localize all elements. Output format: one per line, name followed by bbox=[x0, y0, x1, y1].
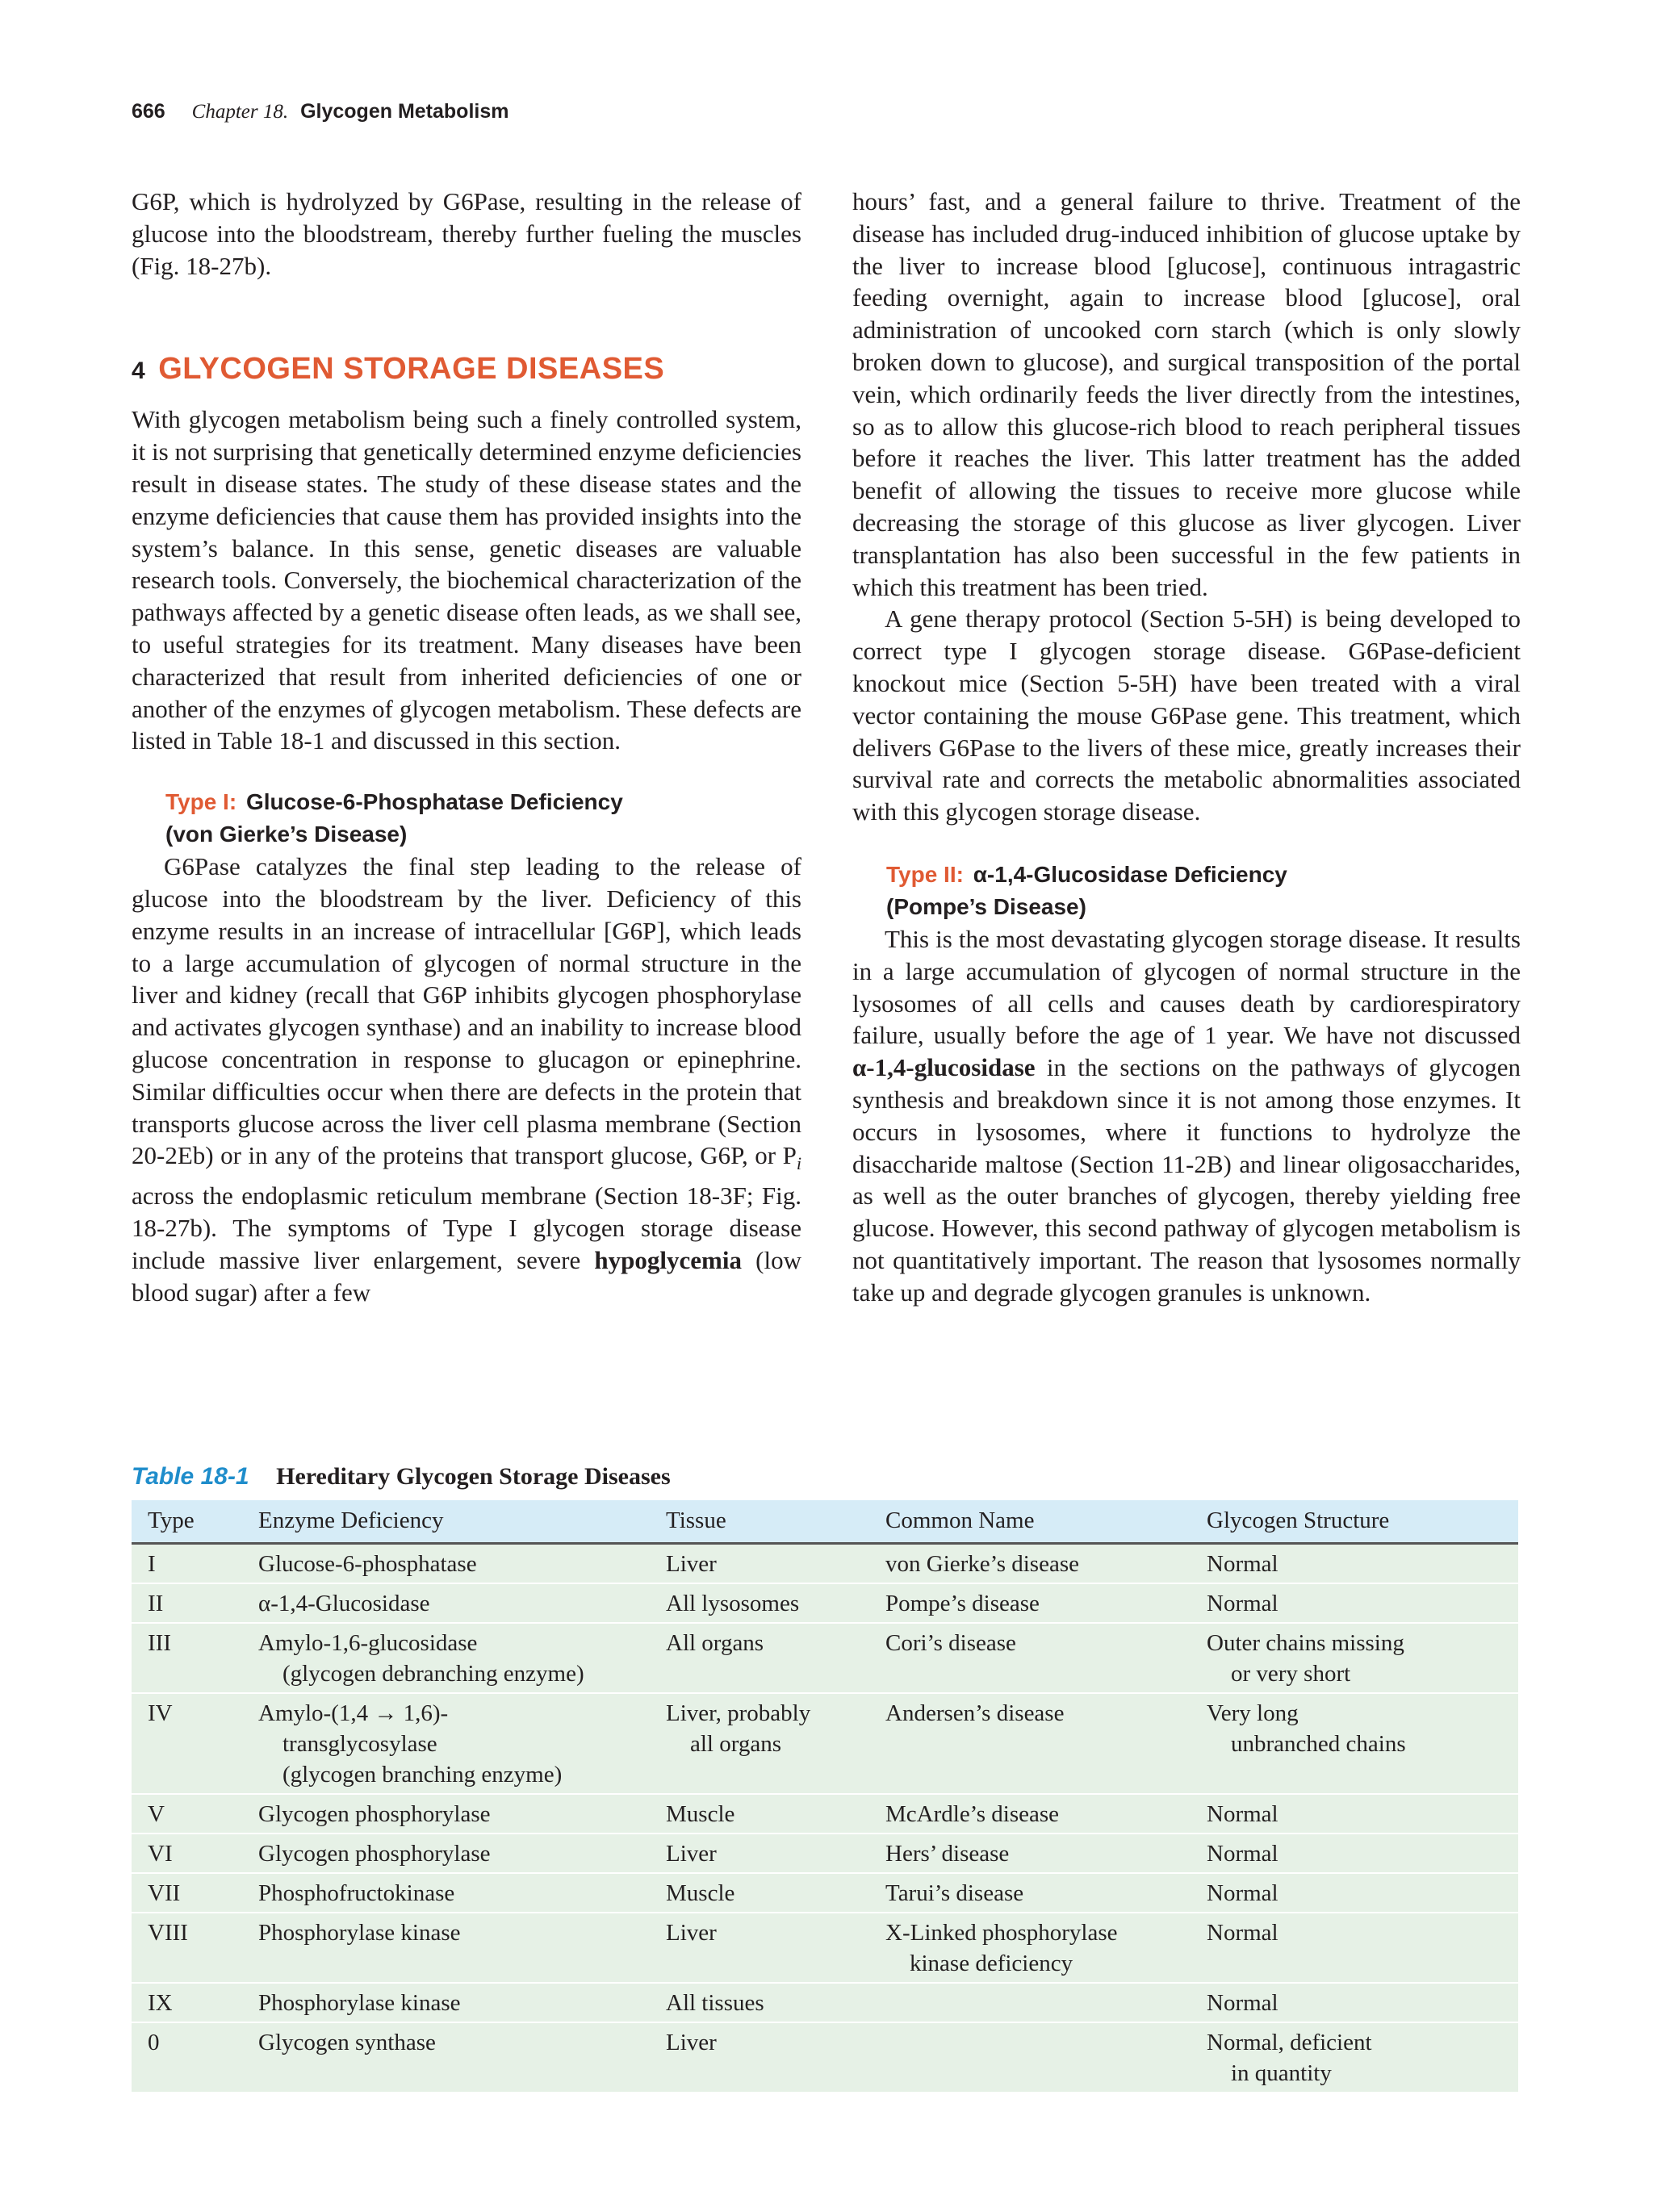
header-common-name: Common Name bbox=[869, 1500, 1191, 1544]
table-row bbox=[132, 1693, 1518, 1794]
hypoglycemia-term: hypoglycemia bbox=[594, 1245, 742, 1274]
type1-heading bbox=[132, 786, 801, 851]
cell-line: Phosphofructokinase bbox=[258, 1880, 455, 1906]
cell-line: All tissues bbox=[666, 1990, 764, 2016]
cell-name bbox=[869, 1834, 1191, 1873]
table-row bbox=[132, 1583, 1518, 1623]
cell-line: Andersen’s disease bbox=[885, 1700, 1065, 1726]
cell-line: Phosphorylase kinase bbox=[258, 1920, 461, 1946]
gene-therapy-paragraph: A gene therapy protocol (Section 5-5H) is being developed to correct type I glycogen storage disease. G6Pase-deficient knockout mice (Section 5-5H) have been treated with a viral vector containing the mouse G6Pase gene. This treatment, which delivers G6Pase to the livers of these mice, greatly increases their survival rate and corrects the metabolic abnormalities associated with this glycogen storage disease. bbox=[852, 604, 1521, 826]
cell-type bbox=[132, 1544, 242, 1584]
cell-enzyme bbox=[242, 2022, 650, 2093]
header-enzyme: Enzyme Deficiency bbox=[242, 1500, 650, 1544]
cell-line: α-1,4-Glucosidase bbox=[258, 1591, 430, 1616]
table-row bbox=[132, 1794, 1518, 1834]
cell-type bbox=[132, 1834, 242, 1873]
type1-text-b: across the endoplasmic reticulum membrane (Section 18-3F; Fig. 18-27b). The symptoms of Type I glycogen storage disease include massive liver enlargement, severe bbox=[132, 1181, 801, 1274]
cell-type bbox=[132, 2022, 242, 2093]
cell-line: Hers’ disease bbox=[885, 1841, 1010, 1867]
cell-line: Liver bbox=[666, 1841, 717, 1867]
cell-line: (glycogen branching enzyme) bbox=[282, 1762, 563, 1788]
type2-text-b: in the sections on the pathways of glycogen synthesis and breakdown since it is not among those enzymes. It occurs in lysosomes, where it functions to hydrolyze the disaccharide maltose (Section 11-2B) and linear oligosaccharides, as well as the outer branches of glycogen, thereby yielding free glucose. However, this second pathway of glycogen metabolism is not quantitatively important. The reason that lysosomes normally take up and degrade glycogen granules is unknown. bbox=[852, 1053, 1521, 1307]
cell-enzyme bbox=[242, 1693, 650, 1794]
cell-line: Amylo-(1,4 → 1,6)- bbox=[258, 1700, 449, 1726]
cell-name bbox=[869, 1693, 1191, 1794]
chapter-title: Glycogen Metabolism bbox=[300, 100, 509, 123]
cell-structure bbox=[1191, 1834, 1518, 1873]
cell-enzyme bbox=[242, 1834, 650, 1873]
running-head bbox=[132, 100, 508, 123]
cell-enzyme bbox=[242, 1983, 650, 2022]
cell-line: I bbox=[148, 1551, 156, 1577]
cell-structure bbox=[1191, 1913, 1518, 1983]
cell-name bbox=[869, 2022, 1191, 2093]
cell-line: Normal bbox=[1207, 1551, 1278, 1577]
cell-tissue bbox=[650, 1544, 869, 1584]
cell-type bbox=[132, 1583, 242, 1623]
cell-type bbox=[132, 1873, 242, 1913]
cell-line: VII bbox=[148, 1880, 181, 1906]
cell-tissue bbox=[650, 1794, 869, 1834]
cell-line: in quantity bbox=[1231, 2060, 1332, 2086]
cell-line: Normal bbox=[1207, 1591, 1278, 1616]
type1-subscript: i bbox=[796, 1153, 801, 1174]
cell-type bbox=[132, 1983, 242, 2022]
cell-type bbox=[132, 1913, 242, 1983]
cell-line: or very short bbox=[1231, 1661, 1351, 1687]
cell-type bbox=[132, 1693, 242, 1794]
table-body bbox=[132, 1544, 1518, 2093]
cell-structure bbox=[1191, 1544, 1518, 1584]
table-row bbox=[132, 1623, 1518, 1693]
cell-tissue bbox=[650, 1834, 869, 1873]
cell-line: von Gierke’s disease bbox=[885, 1551, 1079, 1577]
cell-line: Glycogen synthase bbox=[258, 2030, 436, 2055]
cell-line: Liver bbox=[666, 2030, 717, 2055]
section-paragraph: With glycogen metabolism being such a finely controlled system, it is not surprising that genetically determined enzyme deficiencies result in disease states. The study of these disease states and the enzyme deficiencies that cause them has provided insights into the system’s balance. In this sense, genetic diseases are valuable research tools. Conversely, the biochemical characterization of the pathways affected by a genetic disease often leads, as we shall see, to useful strategies for its treatment. Many diseases have been characterized that result from inherited deficiencies of one or another of the enzymes of glycogen metabolism. These defects are listed in Table 18-1 and discussed in this section. bbox=[132, 405, 801, 755]
type1-label: Type I: bbox=[165, 789, 237, 815]
cell-tissue bbox=[650, 2022, 869, 2093]
cell-line: Liver bbox=[666, 1920, 717, 1946]
cell-line: All organs bbox=[666, 1630, 764, 1656]
type1-subtitle: (von Gierke’s Disease) bbox=[165, 822, 408, 847]
type2-title: α-1,4-Glucosidase Deficiency bbox=[973, 861, 1287, 887]
cell-enzyme bbox=[242, 1583, 650, 1623]
cell-name bbox=[869, 1983, 1191, 2022]
cell-line: all organs bbox=[690, 1731, 782, 1757]
cell-name bbox=[869, 1583, 1191, 1623]
table-row bbox=[132, 1873, 1518, 1913]
cell-name bbox=[869, 1544, 1191, 1584]
type1-paragraph bbox=[132, 851, 801, 1308]
cell-line: Normal, deficient bbox=[1207, 2030, 1372, 2055]
cell-line: McArdle’s disease bbox=[885, 1801, 1060, 1827]
section-title: GLYCOGEN STORAGE DISEASES bbox=[158, 352, 665, 387]
cell-line: Phosphorylase kinase bbox=[258, 1990, 461, 2016]
cell-line: Muscle bbox=[666, 1801, 735, 1827]
cell-structure bbox=[1191, 1794, 1518, 1834]
cell-name bbox=[869, 1794, 1191, 1834]
header-type: Type bbox=[132, 1500, 242, 1544]
cell-line: II bbox=[148, 1591, 164, 1616]
cell-tissue bbox=[650, 1913, 869, 1983]
cell-line: Normal bbox=[1207, 1990, 1278, 2016]
section-number: 4 bbox=[132, 358, 145, 385]
section-heading bbox=[132, 351, 801, 389]
table-caption bbox=[132, 1463, 671, 1491]
cell-line: 0 bbox=[148, 2030, 160, 2055]
cell-line: Glycogen phosphorylase bbox=[258, 1801, 491, 1827]
cell-enzyme bbox=[242, 1873, 650, 1913]
cell-line: kinase deficiency bbox=[910, 1951, 1073, 1976]
table-row bbox=[132, 1544, 1518, 1584]
cell-line: X-Linked phosphorylase bbox=[885, 1920, 1118, 1946]
intro-paragraph: G6P, which is hydrolyzed by G6Pase, resulting in the release of glucose into the bloodstream, thereby further fueling the muscles (Fig. 18-27b). bbox=[132, 187, 801, 280]
type1-title: Glucose-6-Phosphatase Deficiency bbox=[245, 789, 623, 815]
type2-subtitle: (Pompe’s Disease) bbox=[886, 893, 1086, 919]
type2-paragraph bbox=[852, 923, 1521, 1309]
type1-text-c: (low blood sugar) after a few bbox=[132, 1245, 801, 1307]
table-row bbox=[132, 2022, 1518, 2093]
cell-line: VI bbox=[148, 1841, 173, 1867]
cell-enzyme bbox=[242, 1794, 650, 1834]
table-row bbox=[132, 1983, 1518, 2022]
right-column bbox=[852, 186, 1521, 1309]
type2-heading bbox=[852, 859, 1521, 923]
cell-line: Normal bbox=[1207, 1841, 1278, 1867]
cell-line: Very long bbox=[1207, 1700, 1299, 1726]
type2-label: Type II: bbox=[886, 861, 964, 887]
cell-line: Liver bbox=[666, 1551, 717, 1577]
cell-tissue bbox=[650, 1873, 869, 1913]
chapter-label: Chapter 18. bbox=[191, 101, 289, 123]
cell-enzyme bbox=[242, 1544, 650, 1584]
cell-line: Glycogen phosphorylase bbox=[258, 1841, 491, 1867]
cell-line: Cori’s disease bbox=[885, 1630, 1016, 1656]
cell-line: Outer chains missing bbox=[1207, 1630, 1404, 1656]
cell-line: Pompe’s disease bbox=[885, 1591, 1040, 1616]
cell-structure bbox=[1191, 1623, 1518, 1693]
cell-tissue bbox=[650, 1623, 869, 1693]
cell-tissue bbox=[650, 1693, 869, 1794]
header-structure: Glycogen Structure bbox=[1191, 1500, 1518, 1544]
cell-structure bbox=[1191, 1693, 1518, 1794]
cell-name bbox=[869, 1873, 1191, 1913]
cell-name bbox=[869, 1623, 1191, 1693]
type1-text-a: G6Pase catalyzes the final step leading to the release of glucose into the bloodstream by the liver. Deficiency of this enzyme results in an increase of intracellular [G6P], which leads to a large accumulation of glycogen of normal structure in the liver and kidney (recall that G6P inhibits glycogen phosphorylase and activates glycogen synthase) and an inability to increase blood glucose concentration in response to glucagon or epinephrine. Similar difficulties occur when there are defects in the protein that transports glucose across the liver cell plasma membrane (Section 20-2Eb) or in any of the proteins that transport glucose, G6P, or P bbox=[132, 852, 801, 1170]
cell-line: Tarui’s disease bbox=[885, 1880, 1024, 1906]
cell-line: Amylo-1,6-glucosidase bbox=[258, 1630, 478, 1656]
cell-line: IX bbox=[148, 1990, 173, 2016]
cell-structure bbox=[1191, 1583, 1518, 1623]
cell-enzyme bbox=[242, 1913, 650, 1983]
cell-line: (glycogen debranching enzyme) bbox=[282, 1661, 584, 1687]
left-column bbox=[132, 186, 801, 1309]
cell-line: VIII bbox=[148, 1920, 188, 1946]
cell-line: IV bbox=[148, 1700, 173, 1726]
type2-text-a: This is the most devastating glycogen storage disease. It results in a large accumulation of glycogen of normal structure in the lysosomes of all cells and causes death by cardiorespiratory failure, usually before the age of 1 year. We have not discussed bbox=[852, 924, 1521, 1050]
cell-line: unbranched chains bbox=[1231, 1731, 1406, 1757]
cell-type bbox=[132, 1794, 242, 1834]
cell-line: transglycosylase bbox=[282, 1731, 437, 1757]
table-number: Table 18-1 bbox=[132, 1463, 249, 1490]
cell-line: Liver, probably bbox=[666, 1700, 811, 1726]
cell-tissue bbox=[650, 1983, 869, 2022]
cell-type bbox=[132, 1623, 242, 1693]
glucosidase-term: α-1,4-glucosidase bbox=[852, 1053, 1036, 1082]
table-title: Hereditary Glycogen Storage Diseases bbox=[276, 1463, 671, 1490]
glycogen-storage-table bbox=[132, 1500, 1518, 2093]
cell-line: All lysosomes bbox=[666, 1591, 800, 1616]
cell-tissue bbox=[650, 1583, 869, 1623]
continued-paragraph: hours’ fast, and a general failure to thrive. Treatment of the disease has included drug-induced inhibition of glucose uptake by the liver to increase blood [glucose], continuous intragastric feeding overnight, again to increase blood [glucose], oral administration of uncooked corn starch (which is only slowly broken down to glucose), and surgical transposition of the portal vein, which ordinarily feeds the liver directly from the intestines, so as to allow this glucose-rich blood to reach peripheral tissues before it reaches the liver. This latter treatment has the added benefit of allowing the tissues to receive more glucose while decreasing the storage of this glucose as liver glycogen. Liver transplantation has also been successful in the few patients in which this treatment has been tried. bbox=[852, 187, 1521, 601]
cell-line: V bbox=[148, 1801, 165, 1827]
header-tissue: Tissue bbox=[650, 1500, 869, 1544]
table-header-row bbox=[132, 1500, 1518, 1544]
cell-name bbox=[869, 1913, 1191, 1983]
cell-structure bbox=[1191, 1873, 1518, 1913]
cell-line: Glucose-6-phosphatase bbox=[258, 1551, 477, 1577]
cell-line: Normal bbox=[1207, 1920, 1278, 1946]
table-row bbox=[132, 1834, 1518, 1873]
page-number: 666 bbox=[132, 100, 165, 123]
cell-enzyme bbox=[242, 1623, 650, 1693]
table-row bbox=[132, 1913, 1518, 1983]
cell-line: Muscle bbox=[666, 1880, 735, 1906]
cell-line: Normal bbox=[1207, 1880, 1278, 1906]
cell-structure bbox=[1191, 2022, 1518, 2093]
cell-structure bbox=[1191, 1983, 1518, 2022]
cell-line: Normal bbox=[1207, 1801, 1278, 1827]
cell-line: III bbox=[148, 1630, 171, 1656]
